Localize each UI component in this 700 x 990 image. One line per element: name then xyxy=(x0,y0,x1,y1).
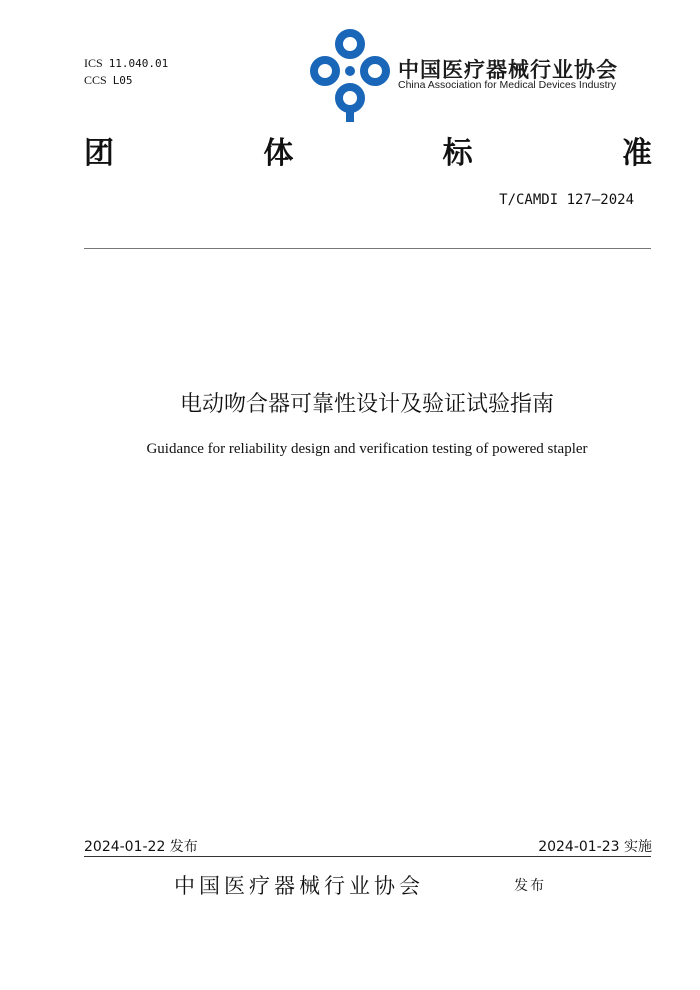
standard-type-char: 体 xyxy=(263,136,294,171)
ics-code: 11.040.01 xyxy=(108,57,169,70)
ics-label: ICS xyxy=(84,56,103,70)
publish-label: 发布 xyxy=(514,878,546,894)
header-divider xyxy=(84,248,651,249)
standard-type xyxy=(84,128,652,172)
standard-type-char: 标 xyxy=(442,136,473,171)
publisher-name: 中国医疗器械行业协会 xyxy=(174,874,424,898)
ccs-label: CCS xyxy=(84,73,107,87)
org-name-cn: 中国医疗器械行业协会 xyxy=(398,58,618,82)
footer-divider xyxy=(84,856,651,857)
classification-codes xyxy=(84,55,168,89)
standard-number: T/CAMDI 127—2024 xyxy=(499,192,634,208)
standard-type-char: 准 xyxy=(621,136,652,171)
document-title-en: Guidance for reliability design and verification testing of powered stapler xyxy=(146,441,588,457)
ccs-line xyxy=(84,72,168,89)
ccs-code: L05 xyxy=(112,74,133,87)
org-name-en: China Association for Medical Devices Industry xyxy=(398,79,617,91)
camdi-logo-icon xyxy=(308,28,392,124)
issue-date: 2024-01-22 发布 xyxy=(84,839,198,855)
standard-type-char: 团 xyxy=(84,136,114,171)
document-title-cn: 电动吻合器可靠性设计及验证试验指南 xyxy=(179,392,554,417)
implementation-date: 2024-01-23 实施 xyxy=(538,839,652,855)
ics-line xyxy=(84,55,168,72)
